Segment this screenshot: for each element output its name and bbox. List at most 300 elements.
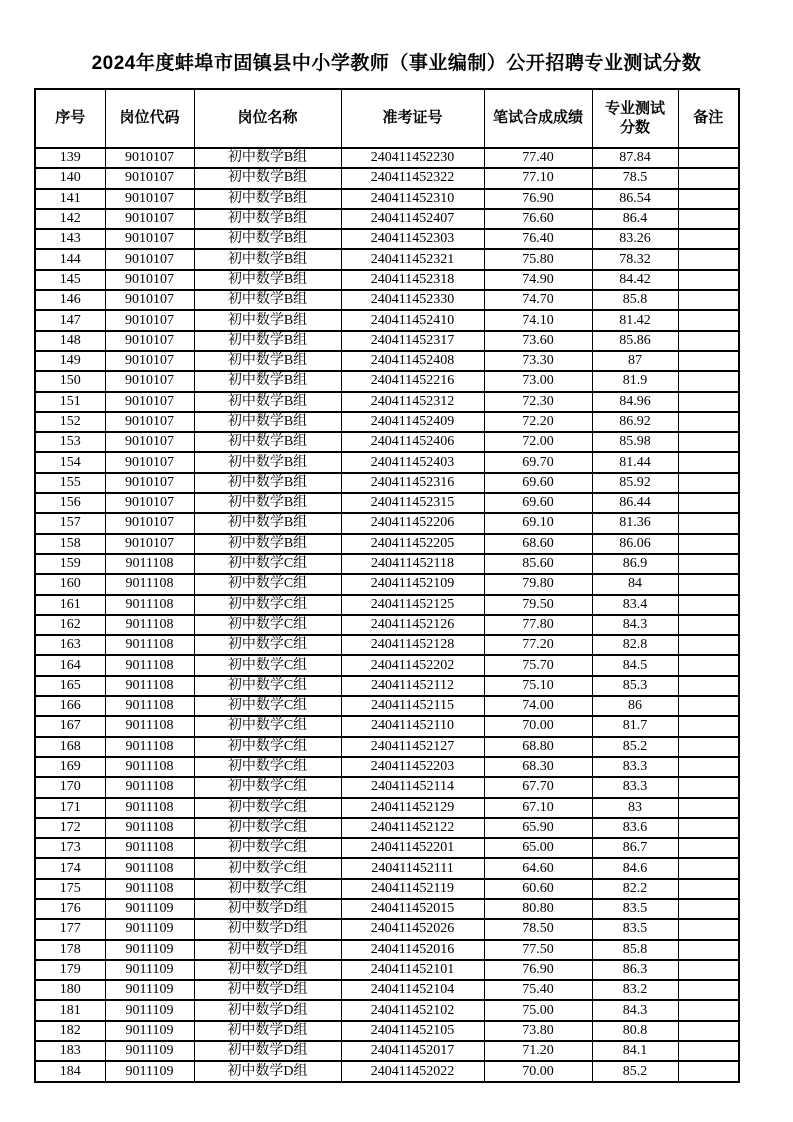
table-cell: 初中数学C组 bbox=[194, 858, 341, 878]
table-cell: 初中数学C组 bbox=[194, 635, 341, 655]
table-cell: 68.30 bbox=[484, 757, 592, 777]
table-cell: 9011108 bbox=[105, 798, 194, 818]
table-cell: 9011108 bbox=[105, 655, 194, 675]
table-cell: 初中数学B组 bbox=[194, 270, 341, 290]
table-cell: 240411452316 bbox=[341, 473, 484, 493]
table-cell: 85.3 bbox=[592, 676, 678, 696]
table-cell: 74.70 bbox=[484, 290, 592, 310]
table-row bbox=[35, 1000, 739, 1020]
table-cell: 初中数学C组 bbox=[194, 655, 341, 675]
table-row bbox=[35, 270, 739, 290]
table-cell: 80.80 bbox=[484, 899, 592, 919]
table-cell: 173 bbox=[35, 838, 105, 858]
table-cell: 77.80 bbox=[484, 615, 592, 635]
table-row bbox=[35, 574, 739, 594]
table-row bbox=[35, 960, 739, 980]
table-row bbox=[35, 351, 739, 371]
table-cell: 80.8 bbox=[592, 1021, 678, 1041]
header-written-test-score: 笔试合成成绩 bbox=[484, 89, 592, 148]
table-cell: 164 bbox=[35, 655, 105, 675]
table-cell: 86.92 bbox=[592, 412, 678, 432]
table-cell: 9011108 bbox=[105, 818, 194, 838]
table-cell: 240411452128 bbox=[341, 635, 484, 655]
table-cell: 初中数学C组 bbox=[194, 574, 341, 594]
table-cell: 240411452407 bbox=[341, 209, 484, 229]
table-cell: 240411452111 bbox=[341, 858, 484, 878]
table-cell: 240411452104 bbox=[341, 980, 484, 1000]
table-cell: 240411452330 bbox=[341, 290, 484, 310]
table-cell: 69.60 bbox=[484, 473, 592, 493]
table-cell: 79.80 bbox=[484, 574, 592, 594]
table-row bbox=[35, 331, 739, 351]
table-cell bbox=[678, 574, 739, 594]
table-cell: 150 bbox=[35, 371, 105, 391]
table-cell: 179 bbox=[35, 960, 105, 980]
table-row bbox=[35, 737, 739, 757]
table-cell: 86.44 bbox=[592, 493, 678, 513]
table-cell: 67.70 bbox=[484, 777, 592, 797]
table-cell: 75.70 bbox=[484, 655, 592, 675]
table-cell: 240411452118 bbox=[341, 554, 484, 574]
table-cell: 240411452110 bbox=[341, 716, 484, 736]
table-cell: 初中数学B组 bbox=[194, 412, 341, 432]
table-cell: 初中数学C组 bbox=[194, 554, 341, 574]
table-cell: 158 bbox=[35, 534, 105, 554]
table-cell: 初中数学B组 bbox=[194, 452, 341, 472]
table-cell: 86 bbox=[592, 696, 678, 716]
table-cell: 9010107 bbox=[105, 168, 194, 188]
table-cell: 156 bbox=[35, 493, 105, 513]
table-cell: 初中数学D组 bbox=[194, 1041, 341, 1061]
table-row bbox=[35, 655, 739, 675]
table-cell: 240411452310 bbox=[341, 189, 484, 209]
table-cell: 85.8 bbox=[592, 290, 678, 310]
table-cell: 9011108 bbox=[105, 757, 194, 777]
table-cell: 9010107 bbox=[105, 452, 194, 472]
table-cell: 82.8 bbox=[592, 635, 678, 655]
table-cell bbox=[678, 1021, 739, 1041]
table-cell: 83.26 bbox=[592, 229, 678, 249]
table-cell: 85.60 bbox=[484, 554, 592, 574]
table-cell: 83.5 bbox=[592, 919, 678, 939]
header-position-code: 岗位代码 bbox=[105, 89, 194, 148]
table-cell: 78.5 bbox=[592, 168, 678, 188]
table-cell: 240411452317 bbox=[341, 331, 484, 351]
table-cell: 73.80 bbox=[484, 1021, 592, 1041]
table-cell: 81.9 bbox=[592, 371, 678, 391]
table-cell: 240411452129 bbox=[341, 798, 484, 818]
table-cell: 9010107 bbox=[105, 189, 194, 209]
table-cell: 初中数学D组 bbox=[194, 1000, 341, 1020]
table-row bbox=[35, 473, 739, 493]
table-row bbox=[35, 452, 739, 472]
table-row bbox=[35, 1041, 739, 1061]
table-cell bbox=[678, 412, 739, 432]
table-cell: 84.96 bbox=[592, 392, 678, 412]
table-cell: 初中数学C组 bbox=[194, 818, 341, 838]
table-row bbox=[35, 189, 739, 209]
header-position-name: 岗位名称 bbox=[194, 89, 341, 148]
table-cell bbox=[678, 696, 739, 716]
table-cell: 157 bbox=[35, 513, 105, 533]
header-exam-ticket-number: 准考证号 bbox=[341, 89, 484, 148]
table-cell: 240411452022 bbox=[341, 1061, 484, 1081]
table-cell bbox=[678, 655, 739, 675]
table-cell: 9010107 bbox=[105, 392, 194, 412]
table-cell: 240411452230 bbox=[341, 148, 484, 168]
table-cell: 初中数学D组 bbox=[194, 899, 341, 919]
table-cell: 69.10 bbox=[484, 513, 592, 533]
table-cell: 83.3 bbox=[592, 757, 678, 777]
table-cell bbox=[678, 1000, 739, 1020]
table-cell: 240411452206 bbox=[341, 513, 484, 533]
table-cell: 81.42 bbox=[592, 310, 678, 330]
table-cell: 初中数学B组 bbox=[194, 392, 341, 412]
table-cell: 初中数学D组 bbox=[194, 1061, 341, 1081]
table-cell: 84.3 bbox=[592, 1000, 678, 1020]
table-cell: 240411452125 bbox=[341, 595, 484, 615]
table-cell: 240411452126 bbox=[341, 615, 484, 635]
table-cell bbox=[678, 757, 739, 777]
table-cell: 81.36 bbox=[592, 513, 678, 533]
table-cell: 70.00 bbox=[484, 716, 592, 736]
table-cell bbox=[678, 737, 739, 757]
table-cell: 77.20 bbox=[484, 635, 592, 655]
table-cell: 79.50 bbox=[484, 595, 592, 615]
table-cell: 初中数学C组 bbox=[194, 595, 341, 615]
table-cell: 240411452403 bbox=[341, 452, 484, 472]
table-cell: 240411452409 bbox=[341, 412, 484, 432]
table-cell: 183 bbox=[35, 1041, 105, 1061]
table-cell: 162 bbox=[35, 615, 105, 635]
table-cell: 154 bbox=[35, 452, 105, 472]
table-cell: 9010107 bbox=[105, 534, 194, 554]
table-cell: 初中数学B组 bbox=[194, 473, 341, 493]
table-cell: 9011108 bbox=[105, 635, 194, 655]
table-cell: 9010107 bbox=[105, 473, 194, 493]
table-cell: 178 bbox=[35, 940, 105, 960]
table-cell: 142 bbox=[35, 209, 105, 229]
table-cell: 9010107 bbox=[105, 229, 194, 249]
table-cell: 240411452322 bbox=[341, 168, 484, 188]
table-row bbox=[35, 838, 739, 858]
table-cell: 72.30 bbox=[484, 392, 592, 412]
table-cell: 初中数学C组 bbox=[194, 676, 341, 696]
table-cell: 9011108 bbox=[105, 737, 194, 757]
table-cell: 176 bbox=[35, 899, 105, 919]
table-row bbox=[35, 229, 739, 249]
table-cell: 76.40 bbox=[484, 229, 592, 249]
table-cell bbox=[678, 818, 739, 838]
score-table bbox=[34, 88, 740, 1083]
table-cell bbox=[678, 331, 739, 351]
table-cell: 149 bbox=[35, 351, 105, 371]
table-cell: 9011109 bbox=[105, 1021, 194, 1041]
table-cell bbox=[678, 513, 739, 533]
table-cell: 初中数学D组 bbox=[194, 919, 341, 939]
table-cell: 9010107 bbox=[105, 270, 194, 290]
table-cell: 64.60 bbox=[484, 858, 592, 878]
table-cell bbox=[678, 290, 739, 310]
table-cell: 165 bbox=[35, 676, 105, 696]
table-cell: 9011108 bbox=[105, 574, 194, 594]
table-cell: 240411452321 bbox=[341, 249, 484, 269]
table-cell bbox=[678, 777, 739, 797]
table-cell: 初中数学B组 bbox=[194, 371, 341, 391]
table-cell: 初中数学C组 bbox=[194, 716, 341, 736]
table-row bbox=[35, 777, 739, 797]
table-cell: 152 bbox=[35, 412, 105, 432]
table-cell: 78.50 bbox=[484, 919, 592, 939]
table-body bbox=[35, 148, 739, 1082]
table-cell: 83.6 bbox=[592, 818, 678, 838]
table-cell: 148 bbox=[35, 331, 105, 351]
table-cell bbox=[678, 229, 739, 249]
table-cell: 初中数学B组 bbox=[194, 290, 341, 310]
table-cell: 75.10 bbox=[484, 676, 592, 696]
table-cell: 240411452105 bbox=[341, 1021, 484, 1041]
table-cell: 初中数学B组 bbox=[194, 493, 341, 513]
table-cell: 184 bbox=[35, 1061, 105, 1081]
table-cell: 9011109 bbox=[105, 980, 194, 1000]
table-cell: 初中数学D组 bbox=[194, 960, 341, 980]
table-cell: 240411452303 bbox=[341, 229, 484, 249]
table-cell: 82.2 bbox=[592, 879, 678, 899]
table-cell: 155 bbox=[35, 473, 105, 493]
table-cell: 75.00 bbox=[484, 1000, 592, 1020]
table-cell bbox=[678, 635, 739, 655]
table-row bbox=[35, 676, 739, 696]
table-row bbox=[35, 310, 739, 330]
table-cell: 143 bbox=[35, 229, 105, 249]
table-cell: 74.10 bbox=[484, 310, 592, 330]
table-cell bbox=[678, 615, 739, 635]
table-cell: 初中数学B组 bbox=[194, 148, 341, 168]
table-cell: 240411452312 bbox=[341, 392, 484, 412]
table-cell: 163 bbox=[35, 635, 105, 655]
table-cell: 83 bbox=[592, 798, 678, 818]
table-cell: 初中数学C组 bbox=[194, 798, 341, 818]
table-cell: 初中数学C组 bbox=[194, 696, 341, 716]
table-cell: 151 bbox=[35, 392, 105, 412]
table-cell: 240411452127 bbox=[341, 737, 484, 757]
table-cell: 65.00 bbox=[484, 838, 592, 858]
table-cell: 73.60 bbox=[484, 331, 592, 351]
table-cell: 240411452202 bbox=[341, 655, 484, 675]
table-row bbox=[35, 716, 739, 736]
table-cell: 初中数学B组 bbox=[194, 432, 341, 452]
table-cell: 240411452203 bbox=[341, 757, 484, 777]
table-cell: 85.2 bbox=[592, 1061, 678, 1081]
table-cell: 240411452112 bbox=[341, 676, 484, 696]
table-cell: 144 bbox=[35, 249, 105, 269]
table-cell: 初中数学B组 bbox=[194, 229, 341, 249]
table-cell: 153 bbox=[35, 432, 105, 452]
table-cell: 159 bbox=[35, 554, 105, 574]
table-row bbox=[35, 757, 739, 777]
table-cell: 170 bbox=[35, 777, 105, 797]
table-cell: 140 bbox=[35, 168, 105, 188]
table-cell: 161 bbox=[35, 595, 105, 615]
table-row bbox=[35, 209, 739, 229]
table-row bbox=[35, 919, 739, 939]
table-row bbox=[35, 168, 739, 188]
table-row bbox=[35, 493, 739, 513]
table-cell: 81.7 bbox=[592, 716, 678, 736]
table-cell: 9011108 bbox=[105, 696, 194, 716]
table-cell: 240411452114 bbox=[341, 777, 484, 797]
table-cell: 240411452102 bbox=[341, 1000, 484, 1020]
table-cell: 86.7 bbox=[592, 838, 678, 858]
table-cell: 初中数学B组 bbox=[194, 513, 341, 533]
table-cell: 174 bbox=[35, 858, 105, 878]
table-cell: 177 bbox=[35, 919, 105, 939]
table-cell bbox=[678, 554, 739, 574]
table-row bbox=[35, 899, 739, 919]
table-cell: 84.42 bbox=[592, 270, 678, 290]
table-cell bbox=[678, 351, 739, 371]
table-cell: 9011108 bbox=[105, 777, 194, 797]
table-row bbox=[35, 392, 739, 412]
table-cell: 172 bbox=[35, 818, 105, 838]
table-cell: 9011109 bbox=[105, 919, 194, 939]
table-cell bbox=[678, 899, 739, 919]
table-row bbox=[35, 980, 739, 1000]
table-cell: 240411452410 bbox=[341, 310, 484, 330]
table-cell: 初中数学D组 bbox=[194, 1021, 341, 1041]
table-cell: 83.5 bbox=[592, 899, 678, 919]
table-cell bbox=[678, 432, 739, 452]
table-cell bbox=[678, 940, 739, 960]
table-row bbox=[35, 818, 739, 838]
table-cell: 168 bbox=[35, 737, 105, 757]
table-cell: 9010107 bbox=[105, 513, 194, 533]
table-cell: 86.4 bbox=[592, 209, 678, 229]
table-row bbox=[35, 148, 739, 168]
table-cell: 初中数学C组 bbox=[194, 838, 341, 858]
table-cell: 84.5 bbox=[592, 655, 678, 675]
table-cell: 86.3 bbox=[592, 960, 678, 980]
table-cell: 初中数学D组 bbox=[194, 980, 341, 1000]
table-cell: 86.06 bbox=[592, 534, 678, 554]
table-cell: 76.90 bbox=[484, 960, 592, 980]
table-cell: 初中数学B组 bbox=[194, 331, 341, 351]
table-cell bbox=[678, 879, 739, 899]
table-cell: 76.90 bbox=[484, 189, 592, 209]
table-cell bbox=[678, 473, 739, 493]
table-row bbox=[35, 534, 739, 554]
table-cell: 9010107 bbox=[105, 290, 194, 310]
table-cell: 初中数学C组 bbox=[194, 757, 341, 777]
table-cell: 初中数学C组 bbox=[194, 615, 341, 635]
table-cell: 83.2 bbox=[592, 980, 678, 1000]
table-cell: 182 bbox=[35, 1021, 105, 1041]
table-cell: 240411452216 bbox=[341, 371, 484, 391]
table-cell: 85.86 bbox=[592, 331, 678, 351]
table-row bbox=[35, 371, 739, 391]
table-cell bbox=[678, 798, 739, 818]
table-cell: 81.44 bbox=[592, 452, 678, 472]
table-cell: 65.90 bbox=[484, 818, 592, 838]
header-serial-number: 序号 bbox=[35, 89, 105, 148]
table-cell: 9010107 bbox=[105, 351, 194, 371]
table-cell: 83.4 bbox=[592, 595, 678, 615]
table-cell: 240411452017 bbox=[341, 1041, 484, 1061]
table-cell: 9010107 bbox=[105, 412, 194, 432]
table-cell: 160 bbox=[35, 574, 105, 594]
table-row bbox=[35, 696, 739, 716]
table-cell bbox=[678, 493, 739, 513]
table-cell: 240411452015 bbox=[341, 899, 484, 919]
table-cell bbox=[678, 676, 739, 696]
table-cell bbox=[678, 1041, 739, 1061]
table-row bbox=[35, 432, 739, 452]
table-cell: 83.3 bbox=[592, 777, 678, 797]
table-cell: 84.3 bbox=[592, 615, 678, 635]
table-cell: 240411452201 bbox=[341, 838, 484, 858]
table-cell: 9011109 bbox=[105, 899, 194, 919]
table-cell: 85.98 bbox=[592, 432, 678, 452]
table-row bbox=[35, 1021, 739, 1041]
table-cell: 69.70 bbox=[484, 452, 592, 472]
table-cell: 初中数学C组 bbox=[194, 879, 341, 899]
table-cell: 9010107 bbox=[105, 493, 194, 513]
table-cell: 初中数学B组 bbox=[194, 310, 341, 330]
table-cell: 70.00 bbox=[484, 1061, 592, 1081]
table-cell: 87 bbox=[592, 351, 678, 371]
table-row bbox=[35, 940, 739, 960]
table-row bbox=[35, 595, 739, 615]
table-cell: 初中数学B组 bbox=[194, 249, 341, 269]
table-cell: 240411452109 bbox=[341, 574, 484, 594]
table-cell: 初中数学B组 bbox=[194, 209, 341, 229]
table-cell: 240411452016 bbox=[341, 940, 484, 960]
table-cell: 85.8 bbox=[592, 940, 678, 960]
table-cell: 72.00 bbox=[484, 432, 592, 452]
table-cell bbox=[678, 960, 739, 980]
table-cell: 9011108 bbox=[105, 838, 194, 858]
table-row bbox=[35, 1061, 739, 1081]
table-cell: 68.80 bbox=[484, 737, 592, 757]
table-cell: 9010107 bbox=[105, 371, 194, 391]
table-cell: 75.80 bbox=[484, 249, 592, 269]
table-cell: 60.60 bbox=[484, 879, 592, 899]
header-remarks: 备注 bbox=[678, 89, 739, 148]
table-cell: 240411452026 bbox=[341, 919, 484, 939]
table-cell: 初中数学B组 bbox=[194, 168, 341, 188]
table-row bbox=[35, 554, 739, 574]
table-cell: 9010107 bbox=[105, 249, 194, 269]
table-cell: 初中数学C组 bbox=[194, 737, 341, 757]
table-cell: 初中数学C组 bbox=[194, 777, 341, 797]
table-cell: 145 bbox=[35, 270, 105, 290]
table-cell: 9010107 bbox=[105, 148, 194, 168]
table-cell: 9011109 bbox=[105, 1061, 194, 1081]
header-professional-test-score: 专业测试分数 bbox=[592, 89, 678, 148]
table-cell: 78.32 bbox=[592, 249, 678, 269]
table-cell bbox=[678, 209, 739, 229]
table-cell bbox=[678, 716, 739, 736]
table-cell: 240411452119 bbox=[341, 879, 484, 899]
table-cell: 240411452101 bbox=[341, 960, 484, 980]
table-cell: 240411452318 bbox=[341, 270, 484, 290]
table-cell: 87.84 bbox=[592, 148, 678, 168]
table-cell: 9011108 bbox=[105, 615, 194, 635]
table-cell bbox=[678, 371, 739, 391]
table-cell: 84.1 bbox=[592, 1041, 678, 1061]
table-cell: 初中数学B组 bbox=[194, 534, 341, 554]
table-cell: 9011108 bbox=[105, 858, 194, 878]
